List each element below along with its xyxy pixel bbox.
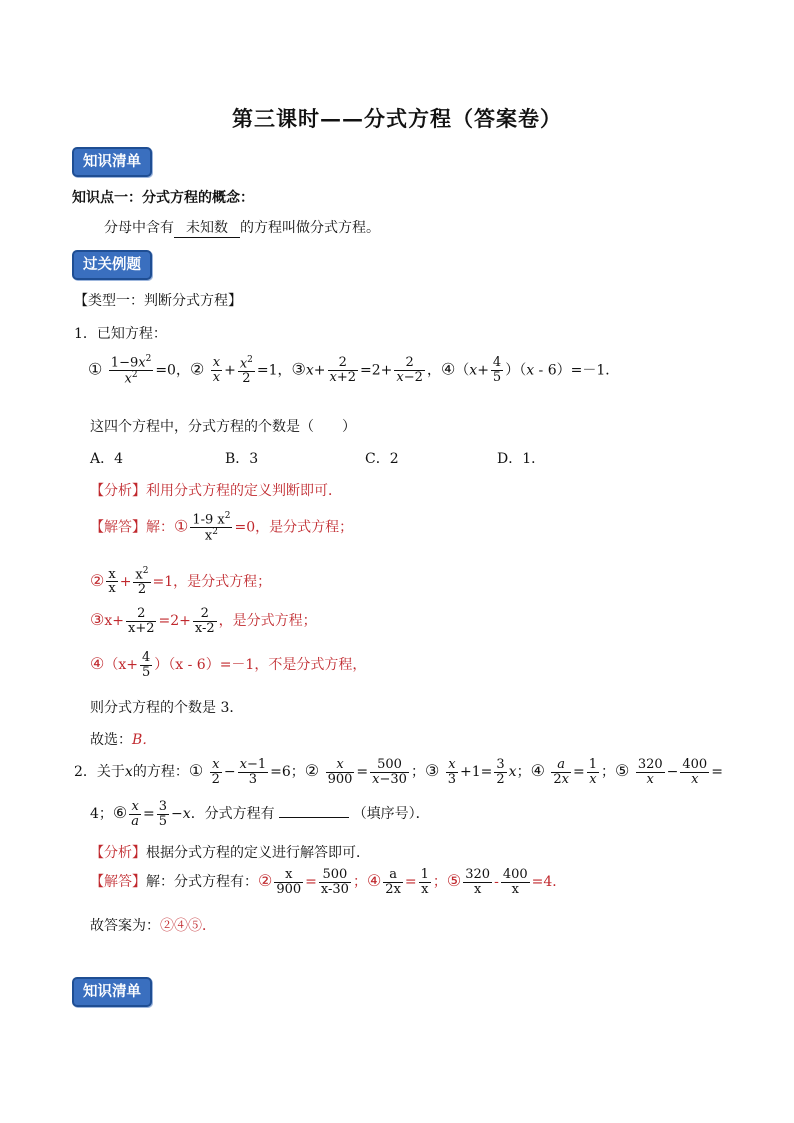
q1-count: 则分式方程的个数是 3． <box>90 700 244 716</box>
section-badge-examples: 过关例题 <box>72 250 152 280</box>
q1-analysis-tag: 【分析】 <box>90 483 146 499</box>
kp1-heading: 知识点一：分式方程的概念： <box>72 190 254 206</box>
kp1-pre: 分母中含有 <box>104 220 174 236</box>
q1-answer-line1: 【解答】解：① $\frac{1-9 x^2}{x^2}$ =0，是分式方程； <box>90 511 354 544</box>
kp1-definition <box>104 217 380 238</box>
q1-analysis-text: 利用分式方程的定义判断即可． <box>146 483 342 499</box>
q1-option-d: D．1． <box>497 451 546 467</box>
q2-answer: 【解答】解：分式方程有：② $\frac{x}{900}$ = $\frac{500}{x-30}$ ；④ $\frac{a}{2x}$ = $\frac{1}{x}$ ；⑤ $\frac{320}{x}$ - $\frac{400}{x}$ =4． <box>90 867 567 897</box>
q1-prompt: 这四个方程中，分式方程的个数是（ ） <box>90 419 356 435</box>
kp1-post: 的方程叫做分式方程。 <box>240 220 380 236</box>
q1-answer-line4: ④（x+ $\frac{4}{5}$ ）（x - 6）=－1，不是分式方程， <box>90 650 367 680</box>
q2-line2: 4；⑥ $\frac{x}{a}$ = $\frac{3}{5}$ −x．分式方程有 （填序号）． <box>90 799 430 829</box>
section-badge-knowledge-2: 知识清单 <box>72 977 152 1007</box>
q1-answer-tag: 【解答】 <box>90 519 146 536</box>
q1-equations: ① $\frac{1-9x^2}{x^2}$ =0，② $\frac{x}{x}$ + $\frac{x^2}{2}$ =1，③x+ $\frac{2}{x+2}$ =2+ $\frac{2}{x-2}$ ，④（x+ $\frac{4}{5}$ ）（x - 6）=－1． <box>88 354 620 387</box>
q2-answer-blank <box>279 805 349 818</box>
type1-heading: 【类型一：判断分式方程】 <box>74 293 242 309</box>
page-title: 第三课时——分式方程（答案卷） <box>232 106 562 131</box>
q1-option-a: A．4 <box>90 451 124 467</box>
q1-answer-line2: ② $\frac{x}{x}$ + $\frac{x^2}{2}$ =1，是分式方程； <box>90 566 272 597</box>
q2-analysis: 【分析】根据分式方程的定义进行解答即可． <box>90 845 370 861</box>
q2-line1: 2．关于x的方程：① $\frac{x}{2}$ − $\frac{x-1}{3}$ =6；② $\frac{x}{900}$ = $\frac{500}{x-30}$ ；③ $\frac{x}{3}$ +1= $\frac{3}{2}$ x；④ $\frac{a}{2x}$ = $\frac{1}{x}$ ；⑤ $\frac{320}{x}$ − $\frac{400}{x}$ = <box>74 757 723 787</box>
q1-option-c: C．2 <box>365 451 399 467</box>
q1-choice: 故选：B． <box>90 732 157 748</box>
section-badge-knowledge: 知识清单 <box>72 147 152 177</box>
kp1-blank-answer: 未知数 <box>174 217 240 238</box>
q2-final: 故答案为：②④⑤． <box>90 918 216 934</box>
q1-option-b: B．3 <box>225 451 259 467</box>
q1-analysis <box>90 480 342 500</box>
q1-number: 1．已知方程： <box>74 326 167 342</box>
q1-answer-line3: ③x+ $\frac{2}{x+2}$ =2+ $\frac{2}{x-2}$ ，是分式方程； <box>90 606 317 636</box>
